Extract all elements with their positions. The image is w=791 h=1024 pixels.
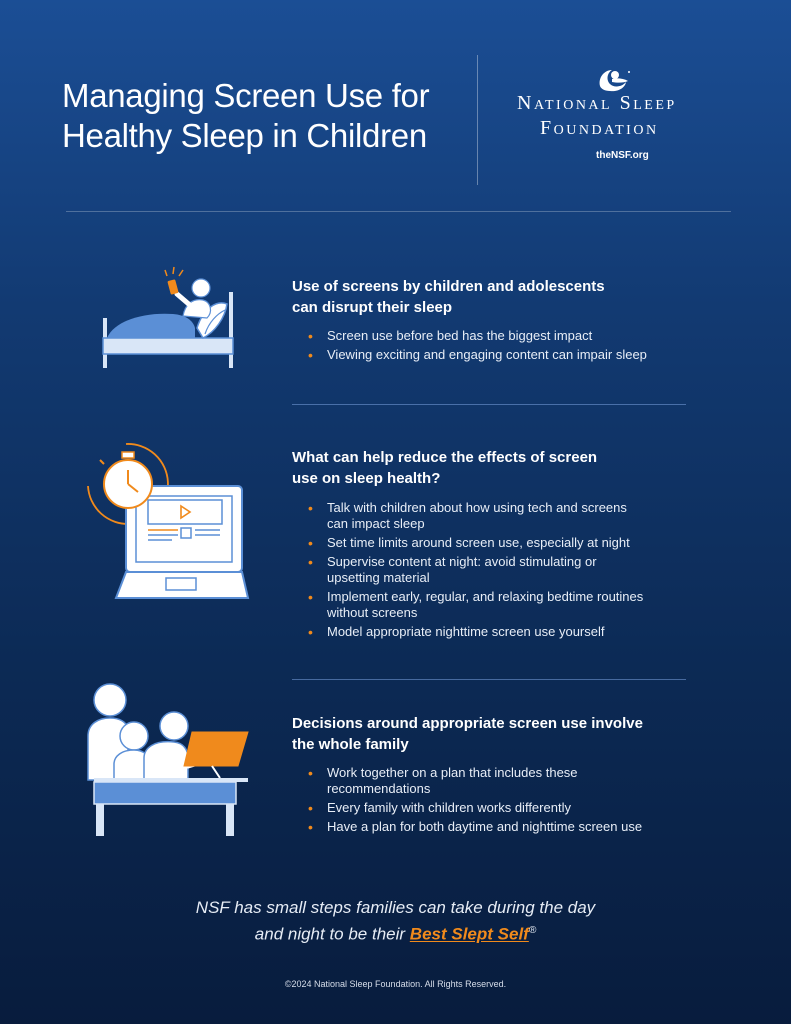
header [0,0,791,212]
section-divider-1 [292,404,686,405]
closing-line-1: NSF has small steps families can take during the day [195,898,596,917]
registered-mark: ® [528,925,537,936]
section-1-heading-line-2: can disrupt their sleep [292,299,453,316]
list-item: • Work together on a plan that includes these recommendations [308,765,648,797]
section-1-heading-line-1: Use of screens by children and adolescents [292,278,605,295]
footer-copyright: ©2024 National Sleep Foundation. All Rights Reserved. [284,979,507,989]
logo-wordmark-line-2: Foundation [540,117,659,139]
section-1-bullet-list [308,328,688,366]
section-2-bullet-list [308,500,648,643]
closing-line-2-prefix: and night to be their [254,924,410,944]
section-divider-2 [292,679,686,680]
child-in-bed-with-phone-icon [95,262,245,372]
title-line-2: Healthy Sleep in Children [62,117,427,154]
stopwatch-laptop-icon [86,442,250,602]
section-2-heading-line-1: What can help reduce the effects of screen [292,449,598,466]
section-2-heading [292,447,672,489]
moon-logo-icon [596,66,632,92]
section-3-heading-line-2: the whole family [292,736,409,753]
closing-line-2 [0,919,791,946]
title-line-1: Managing Screen Use for [62,77,430,114]
list-item: • Talk with children about how using tech and screens can impact sleep [308,500,648,532]
section-3-heading [292,713,672,755]
page-title [62,76,462,156]
section-3-bullet-list [308,765,648,838]
section-2-heading-line-2: use on sleep health? [292,470,441,487]
list-item: • Have a plan for both daytime and nighttime screen use [308,819,648,835]
list-item: • Viewing exciting and engaging content can impair sleep [308,347,688,363]
header-vertical-divider [477,55,478,185]
family-at-desk-icon [80,680,252,840]
logo-wordmark-line-1: National Sleep [517,92,677,114]
list-item: • Set time limits around screen use, especially at night [308,535,648,551]
list-item: • Every family with children works differently [308,800,648,816]
list-item: • Supervise content at night: avoid stimulating or upsetting material [308,554,648,586]
best-slept-self-link[interactable]: Best Slept Self [409,924,529,944]
closing-message [0,896,791,946]
header-divider [66,211,731,212]
list-item: • Screen use before bed has the biggest impact [308,328,688,344]
section-1-heading [292,276,672,318]
section-3-heading-line-1: Decisions around appropriate screen use involve [292,715,643,732]
list-item: • Implement early, regular, and relaxing bedtime routines without screens [308,589,648,621]
list-item: • Model appropriate nighttime screen use yourself [308,624,648,640]
logo-url[interactable]: theNSF.org [596,150,649,161]
